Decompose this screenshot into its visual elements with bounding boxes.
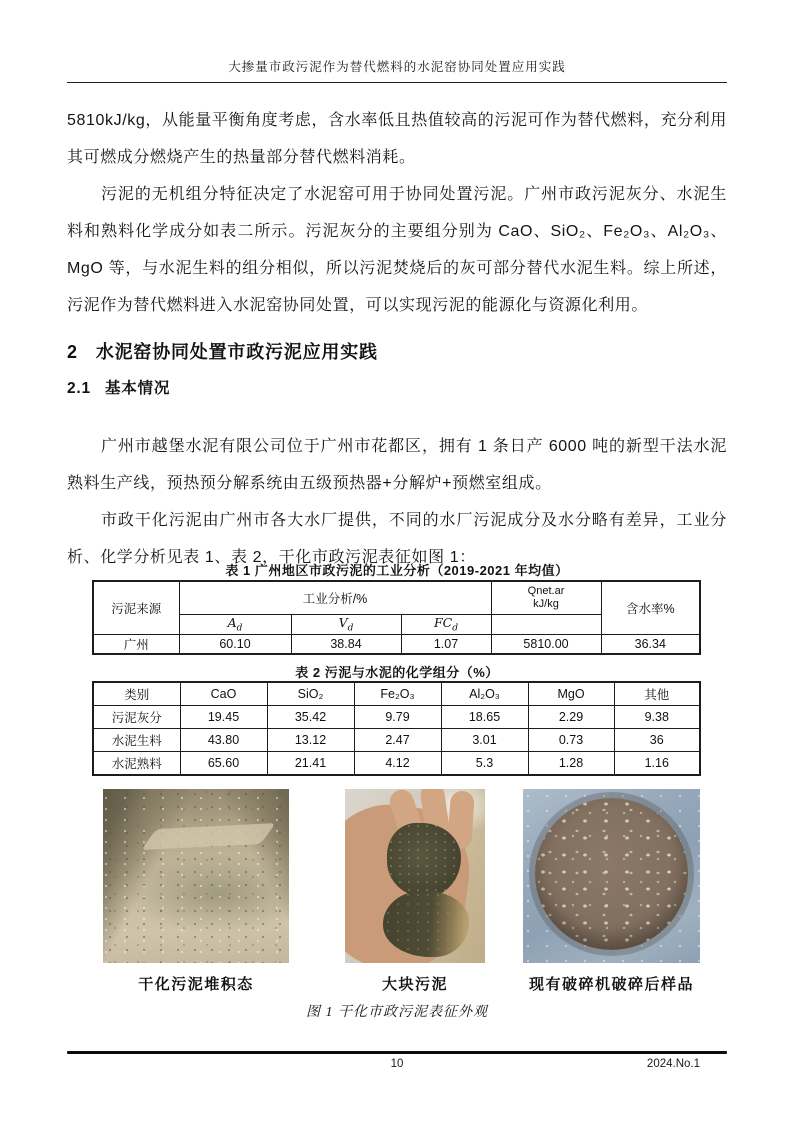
t2-cell: 5.3: [441, 752, 528, 776]
subsection-title: 基本情况: [104, 380, 171, 397]
t2-cell: 1.16: [614, 752, 700, 776]
section-title: 水泥窑协同处置市政污泥应用实践: [95, 342, 378, 362]
photo1-caption: 干化污泥堆积态: [138, 976, 254, 993]
table-row: [93, 706, 700, 729]
t2-header-mgo: MgO: [528, 682, 614, 706]
t2-cell: 水泥熟料: [93, 752, 180, 776]
footer-page-number: 10: [390, 1058, 404, 1070]
t2-header-al2o3: Al₂O₃: [441, 682, 528, 706]
t1-cell-moisture: 36.34: [601, 634, 700, 654]
paragraph-plant-overview: 广州市越堡水泥有限公司位于广州市花都区，拥有 1 条日产 6000 吨的新型干法水泥熟料生产线，预热预分解系统由五级预热器+分解炉+预燃室组成。: [67, 438, 727, 492]
subsection-number: 2.1: [67, 380, 91, 397]
t2-header-category: 类别: [93, 682, 180, 706]
header-rule: [67, 82, 727, 83]
t1-qnet-line1: Qnet.ar: [527, 585, 565, 597]
table-row: [93, 634, 700, 654]
footer-issue-label: 2024.No.1: [646, 1058, 700, 1070]
sludge-pile-ridge: [141, 823, 276, 850]
t1-header-moisture: 含水率%: [601, 581, 700, 634]
running-header-title: 大掺量市政污泥作为替代燃料的水泥窑协同处置应用实践: [228, 60, 566, 74]
t2-cell: 9.38: [614, 706, 700, 729]
footer-rule: [67, 1051, 727, 1054]
t1-header-source: 污泥来源: [93, 581, 179, 634]
t2-header-cao: CaO: [180, 682, 267, 706]
paragraph-energy-balance: 5810kJ/kg，从能量平衡角度考虑，含水率低且热值较高的污泥可作为替代燃料，充分利用其可燃成分燃烧产生的热量部分替代燃料消耗。: [67, 112, 727, 166]
t1-header-proximate-group: 工业分析/%: [179, 581, 491, 615]
figure1-photo-sludge-chunks: [345, 789, 485, 963]
t2-cell: 43.80: [180, 729, 267, 752]
table2-chemical-composition: [92, 681, 701, 776]
paragraph-inorganic-composition: 污泥的无机组分特征决定了水泥窑可用于协同处置污泥。广州市政污泥灰分、水泥生料和熟料化学成分如表二所示。污泥灰分的主要组分别为 CaO、SiO₂、Fe₂O₃、Al₂O₃、MgO 等，与水泥生料的组分相似，所以污泥焚烧后的灰可部分替代水泥生料。综上所述，污泥作为替代燃料进入水泥窑协同处置，可以实现污泥的能源化与资源化利用。: [67, 186, 727, 314]
figure1-caption: 图 1 干化市政污泥表征外观: [306, 1005, 488, 1020]
table-header-row: [93, 682, 700, 706]
t1-subheader-ad: $A_d$: [179, 615, 291, 635]
section-heading-2-1: [67, 376, 727, 398]
t2-cell: 2.47: [354, 729, 441, 752]
t2-cell: 21.41: [267, 752, 354, 776]
t1-cell-source: 广州: [93, 634, 179, 654]
t1-subheader-fcd: $FC_d$: [401, 615, 491, 635]
table-row: [93, 729, 700, 752]
t2-cell: 1.28: [528, 752, 614, 776]
t1-cell-vd: 38.84: [291, 634, 401, 654]
t2-cell: 3.01: [441, 729, 528, 752]
t2-header-other: 其他: [614, 682, 700, 706]
photo2-caption: 大块污泥: [381, 976, 448, 993]
table1-caption: 表 1 广州地区市政污泥的工业分析（2019-2021 年均值）: [225, 563, 569, 578]
table-row: [93, 752, 700, 776]
table1-proximate-analysis: [92, 580, 701, 655]
section-number: 2: [67, 342, 78, 362]
t2-cell: 36: [614, 729, 700, 752]
t2-header-sio2: SiO₂: [267, 682, 354, 706]
sludge-chunk-top: [387, 823, 461, 897]
figure1-photo-crushed-sample: [523, 789, 700, 963]
t2-cell: 水泥生料: [93, 729, 180, 752]
sludge-chunk-bottom: [383, 891, 469, 957]
t1-cell-fcd: 1.07: [401, 634, 491, 654]
t2-cell: 0.73: [528, 729, 614, 752]
t2-cell: 4.12: [354, 752, 441, 776]
t1-cell-ad: 60.10: [179, 634, 291, 654]
t2-cell: 污泥灰分: [93, 706, 180, 729]
table2-caption: 表 2 污泥与水泥的化学组分（%）: [295, 665, 499, 680]
t1-qnet-empty-cell: [491, 615, 601, 635]
t2-cell: 13.12: [267, 729, 354, 752]
t1-cell-qnet: 5810.00: [491, 634, 601, 654]
crushed-sample-mound: [535, 798, 688, 950]
figure1-photo-dried-sludge-pile: [103, 789, 289, 963]
t2-cell: 2.29: [528, 706, 614, 729]
t1-subheader-vd: $V_d$: [291, 615, 401, 635]
photo3-caption: 现有破碎机破碎后样品: [528, 976, 694, 993]
section-heading-2: [67, 338, 727, 364]
t1-header-qnet: [491, 581, 601, 615]
t2-cell: 9.79: [354, 706, 441, 729]
t2-cell: 19.45: [180, 706, 267, 729]
paragraph-sludge-source: 市政干化污泥由广州市各大水厂提供，不同的水厂污泥成分及水分略有差异，工业分析、化学分析见表 1、表 2，干化市政污泥表征如图 1：: [67, 512, 727, 566]
t1-qnet-line2: kJ/kg: [533, 598, 559, 610]
t2-cell: 35.42: [267, 706, 354, 729]
t2-cell: 18.65: [441, 706, 528, 729]
t2-header-fe2o3: Fe₂O₃: [354, 682, 441, 706]
t2-cell: 65.60: [180, 752, 267, 776]
